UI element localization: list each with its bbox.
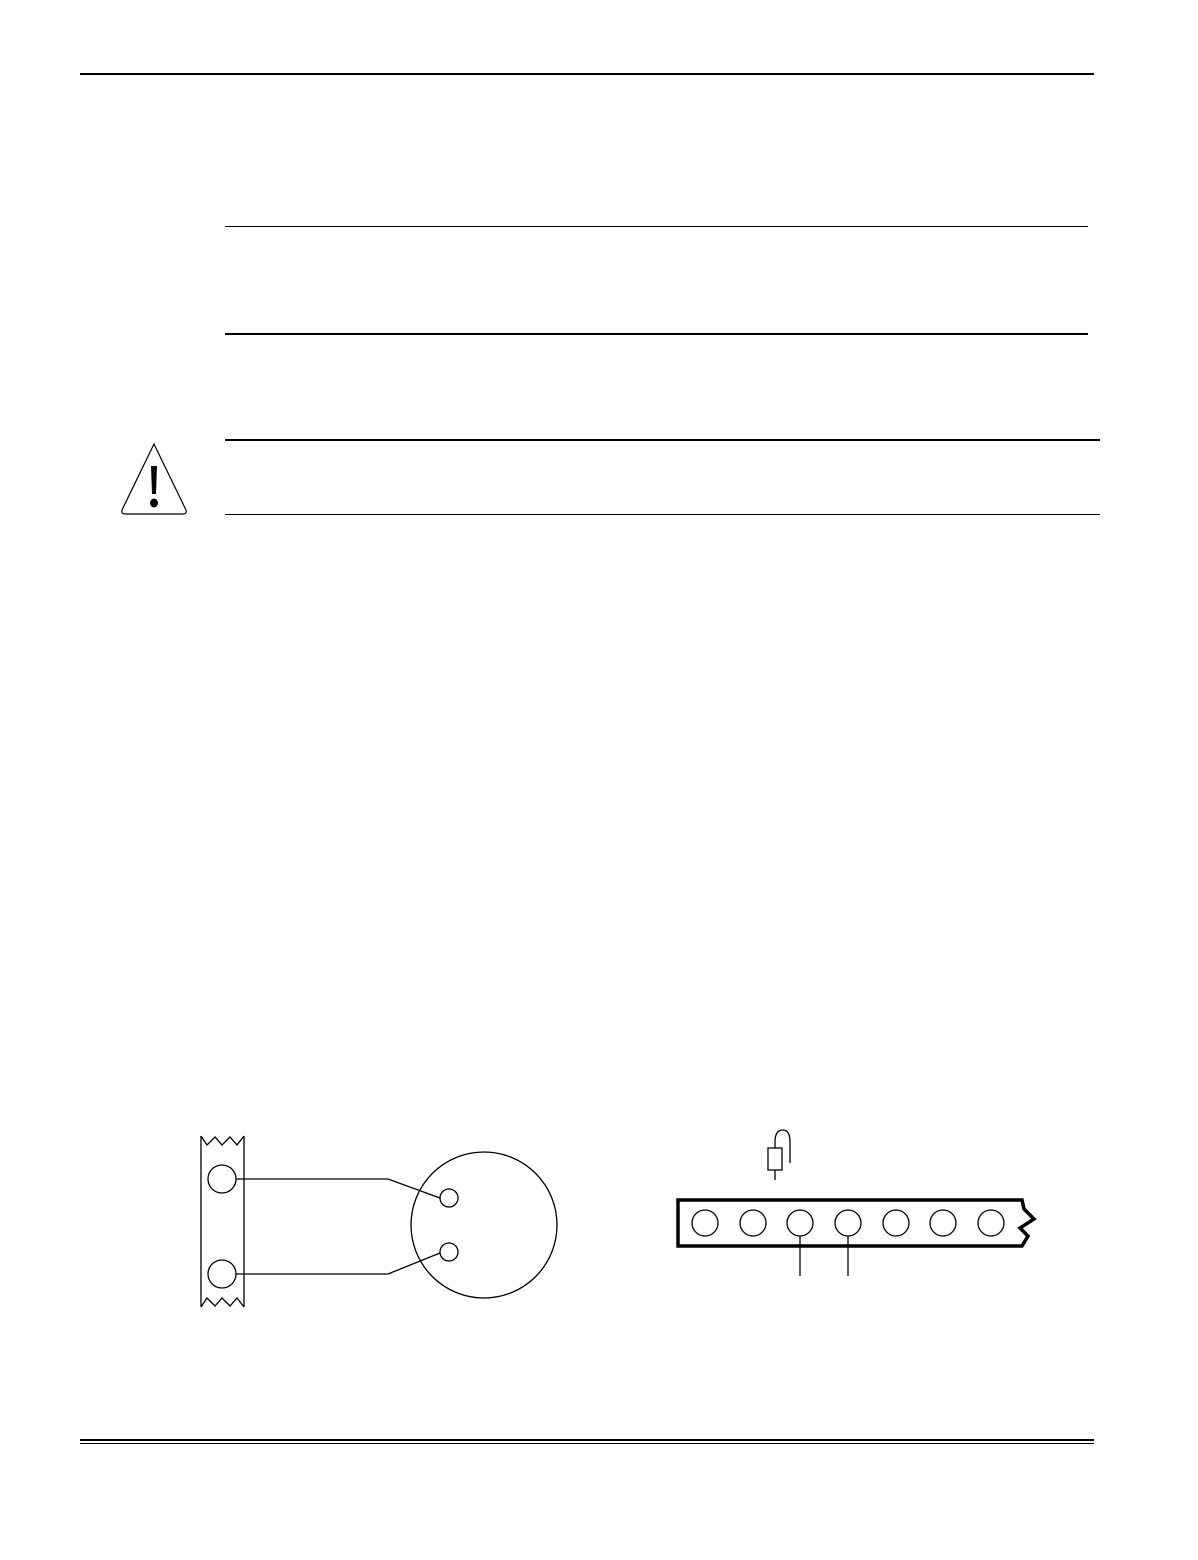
footer-rule-thin [80, 1443, 1094, 1444]
terminal-block [678, 1200, 1034, 1246]
left-wiring-figure [201, 1136, 557, 1307]
block-terminal [835, 1210, 861, 1236]
block-terminal [692, 1210, 718, 1236]
socket-pin [440, 1189, 458, 1207]
terminal-strip [201, 1136, 244, 1307]
right-terminal-figure [678, 1130, 1034, 1276]
jumper-resistor-icon [768, 1130, 790, 1180]
footer-rule-thick [80, 1439, 1094, 1441]
wire [236, 1179, 440, 1198]
strip-terminal [208, 1165, 236, 1193]
wire [236, 1253, 440, 1274]
block-terminal [740, 1210, 766, 1236]
block-terminal [978, 1210, 1004, 1236]
socket-pin [440, 1243, 458, 1261]
strip-terminal [208, 1260, 236, 1288]
block-terminal [883, 1210, 909, 1236]
warning-triangle-icon [122, 444, 186, 514]
block-terminal [930, 1210, 956, 1236]
round-socket [411, 1152, 557, 1298]
block-terminal [787, 1210, 813, 1236]
